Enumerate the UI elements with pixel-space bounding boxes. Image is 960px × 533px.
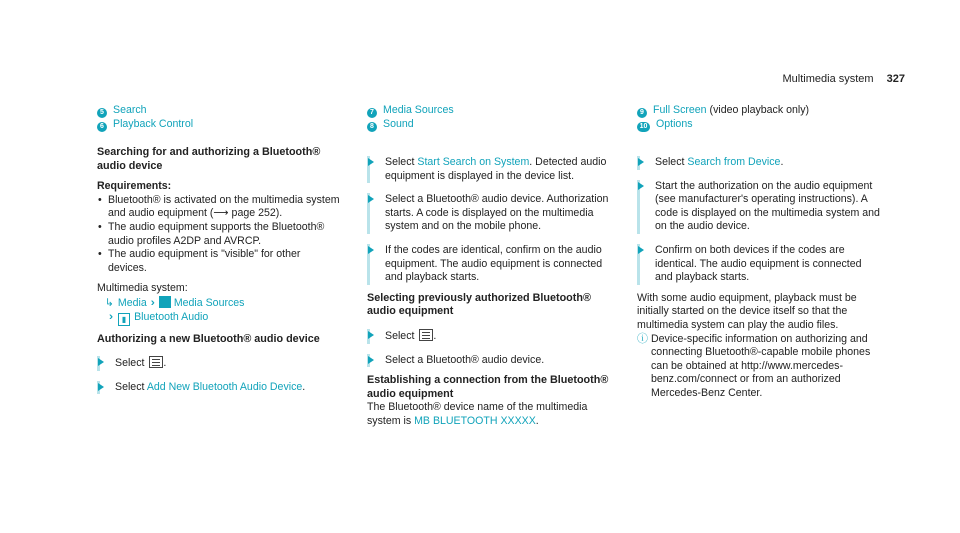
step-arrow-icon xyxy=(98,358,104,366)
page-number: 327 xyxy=(886,73,905,85)
section-heading: Establishing a connection from the Bluetooth® audio equipment xyxy=(367,374,609,400)
step-arrow-icon xyxy=(638,182,644,190)
step: Select . xyxy=(367,329,617,344)
step-text: Select a Bluetooth® audio device. xyxy=(385,353,545,366)
item-label-playback-control[interactable]: Playback Control xyxy=(113,118,194,130)
number-badge: 5 xyxy=(97,108,107,118)
turn-arrow-icon: ↳ xyxy=(105,296,114,309)
step xyxy=(367,193,617,234)
number-badge: 7 xyxy=(367,108,377,118)
item-label-full-screen[interactable]: Full Screen xyxy=(653,104,707,116)
step-arrow-icon xyxy=(98,383,104,391)
list-item xyxy=(637,118,882,132)
column-1 xyxy=(97,104,342,394)
item-label-media-sources[interactable]: Media Sources xyxy=(383,104,454,116)
step xyxy=(97,381,342,395)
requirements-title: Requirements: xyxy=(97,180,172,193)
info-note xyxy=(637,333,882,401)
info-icon: ⓘ xyxy=(637,332,648,345)
step-text: Confirm on both devices if the codes are identical. The audio equipment is connected and playback starts. xyxy=(655,243,862,284)
media-sources-icon xyxy=(159,296,171,308)
column-3 xyxy=(637,104,882,401)
step xyxy=(637,180,882,234)
add-new-bt-device-link[interactable]: Add New Bluetooth Audio Device xyxy=(146,380,303,393)
item-note: (video playback only) xyxy=(706,104,810,116)
section-heading: Authorizing a new Bluetooth® audio device xyxy=(97,332,320,345)
requirements-list xyxy=(97,194,342,276)
start-search-link[interactable]: Start Search on System xyxy=(417,156,530,168)
list-item xyxy=(367,118,617,132)
number-badge: 8 xyxy=(367,122,377,132)
list-item xyxy=(367,104,617,118)
list-item xyxy=(97,118,342,132)
multimedia-system-label: Multimedia system: xyxy=(97,282,188,295)
step-arrow-icon xyxy=(368,331,374,339)
step xyxy=(637,156,882,170)
path-bluetooth-audio[interactable]: Bluetooth Audio xyxy=(134,310,209,323)
step-arrow-icon xyxy=(638,246,644,254)
section-heading: Searching for and authorizing a Bluetooth® audio device xyxy=(97,146,321,172)
item-label-options[interactable]: Options xyxy=(656,118,693,130)
paragraph xyxy=(367,401,617,428)
list-item: • Bluetooth® is activated on the multimedia system and audio equipment (⟶ page 252). xyxy=(108,194,342,221)
double-chevron-icon: ›› xyxy=(150,296,152,309)
path-media[interactable]: Media xyxy=(117,296,147,309)
step xyxy=(367,354,617,368)
step xyxy=(367,156,617,183)
number-badge: 10 xyxy=(637,122,650,132)
column-2 xyxy=(367,104,617,429)
number-badge: 6 xyxy=(97,122,107,132)
step-text: Select xyxy=(115,380,145,393)
step-arrow-icon xyxy=(368,356,374,364)
header-title: Multimedia system xyxy=(782,73,874,85)
list-item xyxy=(97,104,342,118)
item-label-search[interactable]: Search xyxy=(113,104,147,116)
step-arrow-icon xyxy=(368,158,374,166)
step-text: Select xyxy=(385,156,415,168)
step-text: Select xyxy=(385,329,415,342)
step-text: If the codes are identical, confirm on the audio equipment. The audio equipment is connected and playback starts. xyxy=(385,243,603,284)
list-item xyxy=(637,104,882,118)
info-text: Device-specific information on authorizing and connecting Bluetooth®-capable mobile phones can be obtained at http://www.mercedes-benz.com/connect or from an authorized Mercedes-Benz Center. xyxy=(651,332,871,399)
step-text: . xyxy=(780,156,784,168)
step-text: Select xyxy=(115,357,145,370)
bt-device-name: MB BLUETOOTH XXXXX xyxy=(414,414,536,427)
step-text: Start the authorization on the audio equipment (see manufacturer's operating instructions). A code is displayed on the multimedia system and on the audio device. xyxy=(655,179,880,233)
page-header xyxy=(783,73,906,87)
number-badge: 9 xyxy=(637,108,647,118)
step: Select . xyxy=(97,356,342,371)
section-heading: Selecting previously authorized Bluetooth® audio equipment xyxy=(367,291,591,318)
list-item: • The audio equipment is "visible" for other devices. xyxy=(108,248,342,275)
paragraph: With some audio equipment, playback must be initially started on the device itself so that the multimedia system can play the audio files. xyxy=(637,291,857,331)
step-arrow-icon xyxy=(638,158,644,166)
search-from-device-link[interactable]: Search from Device xyxy=(687,156,781,168)
para-text: . xyxy=(535,414,539,427)
menu-list-icon[interactable] xyxy=(419,329,433,341)
item-label-sound[interactable]: Sound xyxy=(383,118,414,130)
list-item: • The audio equipment supports the Bluetooth® audio profiles A2DP and AVRCP. xyxy=(108,221,342,248)
step-arrow-icon xyxy=(368,246,374,254)
step-text: Select a Bluetooth® audio device. Authorization starts. A code is displayed on the multimedia system and on the mobile phone. xyxy=(385,193,609,233)
menu-path xyxy=(97,311,342,326)
path-media-sources[interactable]: Media Sources xyxy=(173,296,245,309)
menu-path xyxy=(97,296,342,311)
para-text: The Bluetooth® device name of the multimedia system is xyxy=(367,401,588,427)
step-arrow-icon xyxy=(368,195,374,203)
step xyxy=(637,244,882,285)
step-text: Select xyxy=(655,156,685,168)
menu-list-icon[interactable] xyxy=(149,356,163,368)
bluetooth-audio-icon: ▮ xyxy=(118,313,130,326)
double-chevron-icon: ›› xyxy=(109,310,111,323)
step-text: . xyxy=(302,380,306,393)
step xyxy=(367,244,617,285)
step-text: . Detected audio equipment is displayed in the device list. xyxy=(385,156,607,182)
